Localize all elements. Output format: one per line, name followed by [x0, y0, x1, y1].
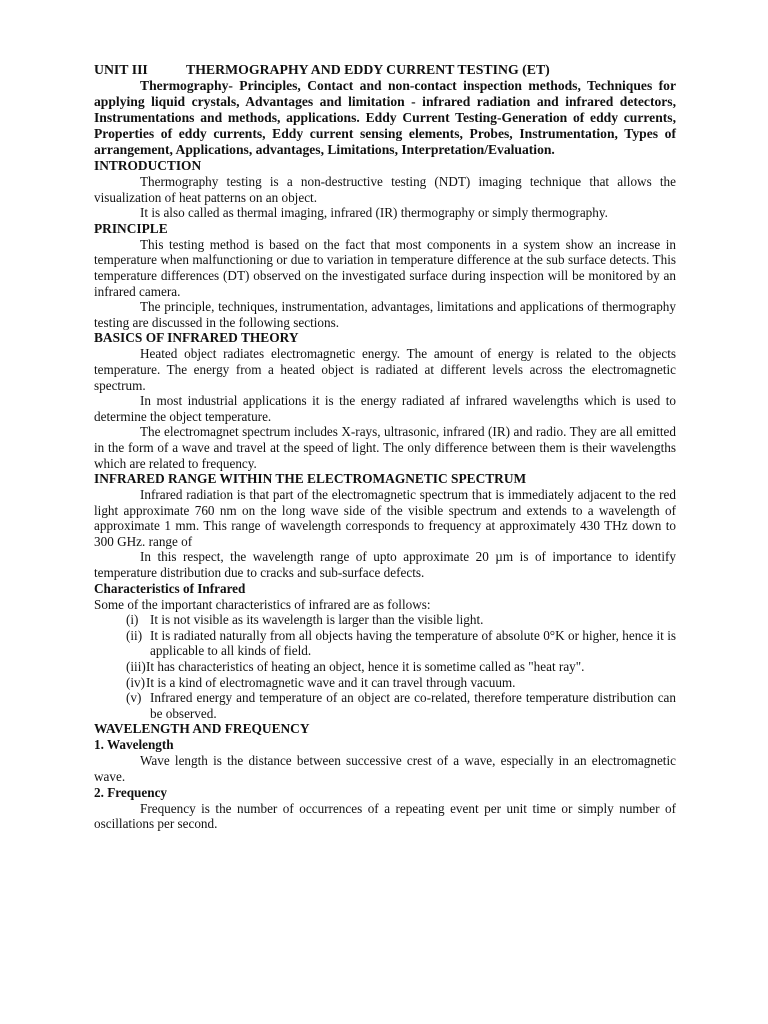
- frequency-heading: 2. Frequency: [94, 784, 168, 800]
- characteristics-section: [94, 581, 676, 722]
- principle-heading: PRINCIPLE: [94, 220, 168, 236]
- list-item-text: It is radiated naturally from all objects having the temperature of absolute 0°K or higher, hence it is applicable to all kinds of field.: [150, 627, 676, 659]
- list-item-text: It is not visible as its wavelength is larger than the visible light.: [150, 612, 484, 628]
- list-marker: (i): [126, 612, 139, 628]
- introduction-heading: INTRODUCTION: [94, 158, 202, 173]
- list-item: [126, 675, 676, 691]
- list-marker: (iii): [126, 659, 146, 675]
- characteristics-intro: Some of the important characteristics of infrared are as follows:: [94, 596, 431, 612]
- infrared-range-paragraph-2: In this respect, the wavelength range of upto approximate 20 µm is of importance to identify temperature distribution due to cracks and sub-surface defects.: [94, 549, 676, 581]
- principle-paragraph-1: This testing method is based on the fact that most components in a system show an increase in temperature when malfunctioning or due to variation in temperature difference at the sub surface detects. This temperature differences (DT) observed on the investigated surface during inspection will be monitored by an infrared camera.: [94, 236, 676, 299]
- list-item-text: It is a kind of electromagnetic wave and it can travel through vacuum.: [146, 674, 516, 690]
- unit-title: THERMOGRAPHY AND EDDY CURRENT TESTING (ET): [186, 62, 550, 77]
- introduction-paragraph-2: It is also called as thermal imaging, infrared (IR) thermography or simply thermography.: [140, 205, 608, 221]
- basics-section: [94, 330, 676, 471]
- basics-paragraph-2: In most industrial applications it is the energy radiated af infrared wavelengths which is used to determine the object temperature.: [94, 393, 676, 424]
- syllabus-paragraph: Thermography- Principles, Contact and non-contact inspection methods, Techniques for applying liquid crystals, Advantages and limitation - infrared radiation and infrared detectors, Instrumentations and methods, applications. Eddy Current Testing-Generation of eddy currents, Properties of eddy currents, Eddy current sensing elements, Probes, Instrumentation, Types of arrangement, Applications, advantages, Limitations, Interpretation/Evaluation.: [94, 78, 676, 157]
- unit-label: UNIT III: [94, 62, 148, 77]
- list-item: [126, 628, 676, 659]
- unit-title-line: [94, 62, 676, 78]
- list-marker: (iv): [126, 674, 146, 690]
- infrared-range-section: [94, 471, 676, 581]
- wavelength-heading: 1. Wavelength: [94, 737, 174, 753]
- characteristics-heading: Characteristics of Infrared: [94, 580, 246, 596]
- principle-section: [94, 221, 676, 331]
- list-item: [126, 659, 676, 675]
- list-item: [126, 690, 676, 721]
- frequency-paragraph: Frequency is the number of occurrences of a repeating event per unit time or simply number of oscillations per second.: [94, 800, 676, 832]
- introduction-paragraph-1: Thermography testing is a non-destructive testing (NDT) imaging technique that allows the visualization of heat patterns on an object.: [94, 174, 676, 205]
- basics-paragraph-3: The electromagnet spectrum includes X-rays, ultrasonic, infrared (IR) and radio. They are all emitted in the form of a wave and travel at the speed of light. The only difference between them is their wavelengths which are related to frequency.: [94, 424, 676, 471]
- infrared-range-heading: INFRARED RANGE WITHIN THE ELECTROMAGNETIC SPECTRUM: [94, 471, 527, 487]
- infrared-range-paragraph-1: Infrared radiation is that part of the electromagnetic spectrum that is immediately adjacent to the red light approximate 760 nm on the long wave side of the visible spectrum and extends to a wavelength of approximate 1 mm. This range of wavelength corresponds to frequency at approximately 430 THz down to 300 GHz. range of: [94, 487, 676, 549]
- basics-heading: BASICS OF INFRARED THEORY: [94, 330, 299, 346]
- wavelength-frequency-section: [94, 721, 676, 831]
- characteristics-list: [94, 612, 676, 721]
- wavelength-frequency-heading: WAVELENGTH AND FREQUENCY: [94, 721, 310, 737]
- list-marker: (ii): [126, 627, 143, 643]
- basics-paragraph-1: Heated object radiates electromagnetic energy. The amount of energy is related to the objects temperature. The energy from a heated object is radiated at different levels across the electromagnetic spectrum.: [94, 346, 676, 393]
- list-item-text: It has characteristics of heating an object, hence it is sometime called as "heat ray".: [146, 659, 585, 675]
- list-item: [126, 612, 676, 628]
- introduction-section: [94, 158, 676, 221]
- principle-paragraph-2: The principle, techniques, instrumentation, advantages, limitations and applications of thermography testing are discussed in the following sections.: [94, 299, 676, 330]
- list-item-text: Infrared energy and temperature of an object are co-related, therefore temperature distribution can be observed.: [150, 690, 676, 721]
- list-marker: (v): [126, 690, 142, 706]
- wavelength-paragraph: Wave length is the distance between successive crest of a wave, especially in an electromagnetic wave.: [94, 753, 676, 784]
